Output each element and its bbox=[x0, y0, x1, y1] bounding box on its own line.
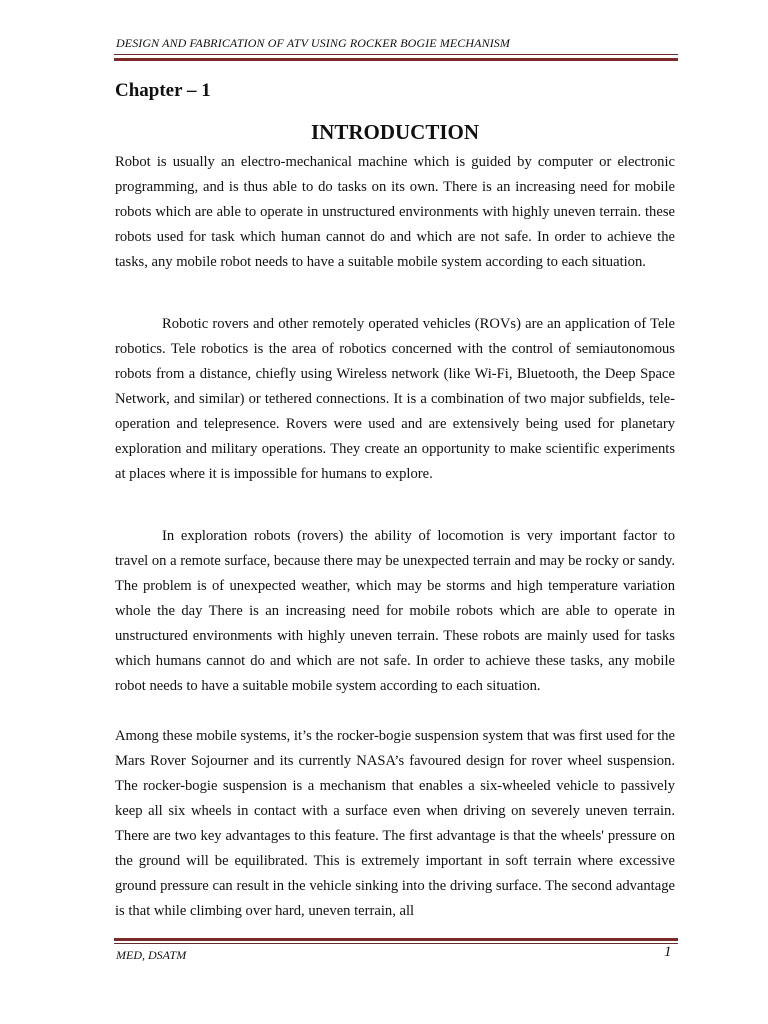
chapter-title: INTRODUCTION bbox=[310, 120, 480, 144]
page-number: 1 bbox=[664, 944, 672, 960]
header-rule-thick bbox=[114, 58, 678, 61]
paragraph-2: Robotic rovers and other remotely operated vehicles (ROVs) are an application of Tele robotics. Tele robotics is the area of robotics concerned with the control of semiautonomous robots from a distance, chiefly using Wireless network (like Wi-Fi, Bluetooth, the Deep Space Network, and similar) or tethered connections. It is a combination of two major subfields, tele-operation and telepresence. Rovers were used and are extensively being used for planetary exploration and military operations. They create an opportunity to make scientific experiments at places where it is impossible for humans to explore. bbox=[115, 316, 675, 482]
paragraph-3: In exploration robots (rovers) the ability of locomotion is very important factor to travel on a remote surface, because there may be unexpected terrain and may be rocky or sandy. The problem is of unexpected weather, which may be storms and high temperature variation whole the day There is an increasing need for mobile robots which are able to operate in unstructured environments with highly uneven terrain. These robots are mainly used for tasks which humans cannot do and which are not safe. In order to achieve these tasks, any mobile robot needs to have a suitable mobile system according to each situation. bbox=[115, 528, 675, 694]
footer-rule-thin bbox=[114, 943, 678, 944]
footer-rule-thick bbox=[114, 938, 678, 941]
paragraph-4: Among these mobile systems, it’s the rocker-bogie suspension system that was first used for the Mars Rover Sojourner and its currently NASA’s favoured design for rover wheel suspension. The rocker-bogie suspension is a mechanism that enables a six-wheeled vehicle to passively keep all six wheels in contact with a surface even when driving on severely uneven terrain. There are two key advantages to this feature. The first advantage is that the wheels' pressure on the ground will be equilibrated. This is extremely important in soft terrain where excessive ground pressure can result in the vehicle sinking into the driving surface. The second advantage is that while climbing over hard, uneven terrain, all bbox=[115, 728, 675, 919]
header-rule-thin bbox=[114, 54, 678, 55]
paragraph-1: Robot is usually an electro-mechanical machine which is guided by computer or electronic programming, and is thus able to do tasks on its own. There is an increasing need for mobile robots which are able to operate in unstructured environments with highly uneven terrain. these robots used for task which human cannot do and which are not safe. In order to achieve the tasks, any mobile robot needs to have a suitable mobile system according to each situation. bbox=[115, 154, 675, 270]
chapter-label: Chapter – 1 bbox=[115, 80, 211, 101]
footer-institution: MED, DSATM bbox=[116, 948, 187, 962]
running-header-title: DESIGN AND FABRICATION OF ATV USING ROCKER BOGIE MECHANISM bbox=[116, 36, 511, 50]
